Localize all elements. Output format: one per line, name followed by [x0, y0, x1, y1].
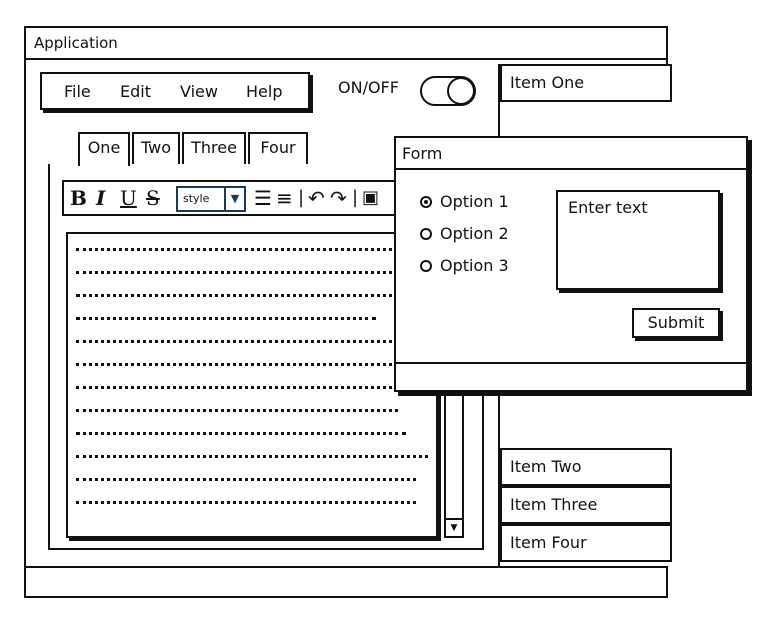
tab-three[interactable]: Three	[182, 132, 246, 164]
list-item[interactable]: Item One	[500, 64, 672, 102]
menu-help[interactable]: Help	[246, 82, 283, 101]
list-item[interactable]: Item Two	[500, 448, 672, 486]
on-off-toggle[interactable]	[420, 76, 476, 106]
text-line	[76, 317, 376, 323]
tab-two[interactable]: Two	[132, 132, 180, 164]
radio-icon	[420, 228, 432, 240]
radio-option-2[interactable]	[420, 224, 509, 243]
text-line	[76, 340, 428, 346]
separator: |	[352, 187, 359, 208]
italic-icon[interactable]: I	[96, 186, 106, 210]
underline-icon[interactable]: U	[120, 186, 137, 210]
status-bar	[26, 566, 666, 598]
window-title: Application	[26, 28, 666, 60]
text-line	[76, 294, 424, 300]
rich-text-toolbar	[62, 180, 402, 216]
text-area[interactable]	[66, 232, 438, 538]
text-line	[76, 271, 416, 277]
radio-label: Option 2	[440, 224, 509, 243]
radio-label: Option 3	[440, 256, 509, 275]
menu-edit[interactable]: Edit	[120, 82, 151, 101]
text-line	[76, 409, 398, 415]
menu-view[interactable]: View	[180, 82, 218, 101]
scroll-down-icon[interactable]: ▼	[446, 518, 462, 536]
redo-icon[interactable]: ↷	[330, 186, 347, 210]
list-item[interactable]: Item Three	[500, 486, 672, 524]
undo-icon[interactable]: ↶	[308, 186, 325, 210]
text-line	[76, 363, 416, 369]
radio-label: Option 1	[440, 192, 509, 211]
numbered-list-icon[interactable]: ≡	[276, 186, 293, 210]
text-line	[76, 386, 398, 392]
form-footer	[396, 362, 746, 392]
list-item[interactable]: Item Four	[500, 524, 672, 562]
form-dialog	[394, 136, 748, 392]
separator: |	[298, 187, 305, 208]
tab-one[interactable]: One	[78, 132, 130, 166]
text-line	[76, 432, 406, 438]
image-icon[interactable]: ▣	[362, 187, 380, 208]
menu-bar	[40, 72, 310, 110]
form-title: Form	[396, 138, 746, 170]
radio-selected-icon	[420, 196, 432, 208]
strikethrough-icon[interactable]: S	[146, 186, 160, 210]
style-select[interactable]	[176, 186, 246, 212]
text-line	[76, 501, 416, 507]
submit-button[interactable]: Submit	[632, 308, 720, 338]
toggle-label: ON/OFF	[338, 78, 399, 97]
tab-four[interactable]: Four	[248, 132, 308, 164]
text-line	[76, 478, 416, 484]
text-line	[76, 248, 428, 254]
radio-option-1[interactable]	[420, 192, 509, 211]
form-text-input[interactable]: Enter text	[556, 190, 720, 290]
style-select-value: style	[183, 192, 210, 205]
bold-icon[interactable]: B	[70, 186, 87, 210]
text-line	[76, 455, 428, 461]
radio-option-3[interactable]	[420, 256, 509, 275]
menu-file[interactable]: File	[64, 82, 91, 101]
bulleted-list-icon[interactable]: ☰	[254, 186, 272, 210]
radio-icon	[420, 260, 432, 272]
toggle-knob	[447, 77, 475, 105]
chevron-down-icon[interactable]: ▼	[224, 188, 244, 210]
